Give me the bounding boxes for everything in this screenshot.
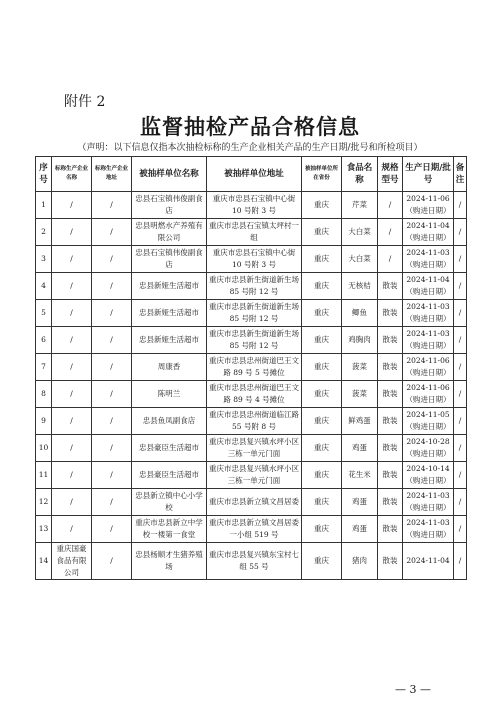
cell-province: 重庆 <box>302 516 342 543</box>
cell-producer: / <box>52 408 92 435</box>
cell-sampled-unit: 忠县新立镇中心小学校 <box>132 489 207 516</box>
cell-remark: / <box>454 408 467 435</box>
cell-province: 重庆 <box>302 489 342 516</box>
cell-remark: / <box>454 435 467 462</box>
cell-sampled-address: 重庆市忠县新立镇文昌居委一小组 519 号 <box>207 516 302 543</box>
table-row <box>36 462 467 489</box>
cell-food: 花生米 <box>342 462 378 489</box>
cell-province: 重庆 <box>302 273 342 300</box>
cell-producer: / <box>52 354 92 381</box>
table-row <box>36 192 467 219</box>
cell-date: 2024-10-28（购进日期） <box>403 435 454 462</box>
table-header-row <box>36 157 467 192</box>
column-header: 规格型号 <box>378 157 403 192</box>
column-header: 序号 <box>36 157 52 192</box>
cell-producer-address: / <box>92 435 132 462</box>
column-header: 标称生产企业名称 <box>52 157 92 192</box>
cell-food: 鸡蛋 <box>342 489 378 516</box>
column-header: 食品名称 <box>342 157 378 192</box>
cell-sampled-unit: 忠县石宝镇伟俊副食店 <box>132 246 207 273</box>
cell-spec: / <box>378 246 403 273</box>
cell-producer: / <box>52 327 92 354</box>
cell-province: 重庆 <box>302 381 342 408</box>
cell-sampled-address: 重庆市忠县新生街道新生场 85 号附 12 号 <box>207 300 302 327</box>
cell-province: 重庆 <box>302 354 342 381</box>
cell-food: 鸡蛋 <box>342 435 378 462</box>
column-header: 被抽样单位地址 <box>207 157 302 192</box>
column-header: 生产日期/批号 <box>403 157 454 192</box>
cell-sampled-unit: 忠县豪臣生活超市 <box>132 435 207 462</box>
cell-food: 猪肉 <box>342 543 378 580</box>
cell-sampled-unit: 陈明兰 <box>132 381 207 408</box>
cell-producer: / <box>52 192 92 219</box>
cell-remark: / <box>454 381 467 408</box>
cell-remark: / <box>454 516 467 543</box>
cell-producer: / <box>52 246 92 273</box>
table-row <box>36 516 467 543</box>
cell-index: 6 <box>36 327 52 354</box>
attachment-label: 附件 2 <box>64 94 106 110</box>
cell-food: 芹菜 <box>342 192 378 219</box>
cell-sampled-address: 重庆市忠县新生街道新生场 85 号附 12 号 <box>207 327 302 354</box>
cell-food: 鲜鸡蛋 <box>342 408 378 435</box>
cell-sampled-address: 重庆市忠县石宝镇太坪村一组 <box>207 219 302 246</box>
cell-producer: 重庆国豪食品有限公司 <box>52 543 92 580</box>
cell-spec: 散装 <box>378 327 403 354</box>
cell-spec: 散装 <box>378 300 403 327</box>
cell-sampled-unit: 忠县新娅生活超市 <box>132 273 207 300</box>
cell-producer-address: / <box>92 300 132 327</box>
cell-date: 2024-11-05（购进日期） <box>403 408 454 435</box>
cell-index: 7 <box>36 354 52 381</box>
cell-producer-address: / <box>92 192 132 219</box>
cell-index: 2 <box>36 219 52 246</box>
cell-producer-address: / <box>92 273 132 300</box>
table-row <box>36 354 467 381</box>
disclaimer-note: （声明：以下信息仅指本次抽检标称的生产企业相关产品的生产日期/批号和所检项目） <box>77 143 423 153</box>
cell-date: 2024-11-04（购进日期） <box>403 273 454 300</box>
cell-producer: / <box>52 381 92 408</box>
cell-producer: / <box>52 435 92 462</box>
cell-spec: 散装 <box>378 273 403 300</box>
cell-index: 4 <box>36 273 52 300</box>
cell-spec: 散装 <box>378 543 403 580</box>
cell-index: 11 <box>36 462 52 489</box>
cell-sampled-address: 重庆市忠县新立镇文昌居委 <box>207 489 302 516</box>
cell-sampled-address: 重庆市忠县复兴镇东宝村七组 55 号 <box>207 543 302 580</box>
cell-producer: / <box>52 300 92 327</box>
cell-producer-address: / <box>92 381 132 408</box>
cell-producer-address: / <box>92 408 132 435</box>
column-header: 被抽样单位名称 <box>132 157 207 192</box>
cell-spec: 散装 <box>378 489 403 516</box>
cell-sampled-unit: 忠县新娅生活超市 <box>132 327 207 354</box>
cell-remark: / <box>454 192 467 219</box>
page-title: 监督抽检产品合格信息 <box>140 114 360 139</box>
table-row <box>36 273 467 300</box>
cell-food: 鸡蛋 <box>342 516 378 543</box>
cell-date: 2024-10-14（购进日期） <box>403 462 454 489</box>
cell-date: 2024-11-03（购进日期） <box>403 516 454 543</box>
cell-food: 大白菜 <box>342 246 378 273</box>
cell-food: 大白菜 <box>342 219 378 246</box>
column-header: 标称生产企业地址 <box>92 157 132 192</box>
cell-date: 2024-11-04（购进日期） <box>403 219 454 246</box>
cell-sampled-address: 重庆市忠县新生街道新生场 85 号附 12 号 <box>207 273 302 300</box>
cell-index: 8 <box>36 381 52 408</box>
table-row <box>36 381 467 408</box>
cell-sampled-address: 重庆市忠县复兴镇水坪小区三栋一单元门面 <box>207 462 302 489</box>
cell-producer-address: / <box>92 462 132 489</box>
inspection-table <box>35 156 467 580</box>
cell-spec: / <box>378 219 403 246</box>
cell-province: 重庆 <box>302 435 342 462</box>
cell-province: 重庆 <box>302 300 342 327</box>
table-row <box>36 246 467 273</box>
cell-producer: / <box>52 489 92 516</box>
cell-sampled-unit: 周康香 <box>132 354 207 381</box>
cell-remark: / <box>454 273 467 300</box>
cell-province: 重庆 <box>302 192 342 219</box>
cell-date: 2024-11-06（购进日期） <box>403 381 454 408</box>
cell-sampled-unit: 忠县新娅生活超市 <box>132 300 207 327</box>
cell-province: 重庆 <box>302 219 342 246</box>
cell-province: 重庆 <box>302 462 342 489</box>
column-header: 被抽样单位所在省份 <box>302 157 342 192</box>
cell-province: 重庆 <box>302 543 342 580</box>
cell-producer: / <box>52 516 92 543</box>
table-row <box>36 327 467 354</box>
cell-spec: / <box>378 192 403 219</box>
cell-index: 9 <box>36 408 52 435</box>
cell-date: 2024-11-03（购进日期） <box>403 327 454 354</box>
cell-producer: / <box>52 462 92 489</box>
cell-index: 10 <box>36 435 52 462</box>
cell-producer-address: / <box>92 354 132 381</box>
cell-producer-address: / <box>92 489 132 516</box>
cell-sampled-unit: 忠县明燃水产养殖有限公司 <box>132 219 207 246</box>
cell-index: 14 <box>36 543 52 580</box>
cell-sampled-address: 重庆市忠县忠州街道临江路 55 号附 8 号 <box>207 408 302 435</box>
cell-producer: / <box>52 273 92 300</box>
cell-province: 重庆 <box>302 246 342 273</box>
cell-date: 2024-11-03（购进日期） <box>403 300 454 327</box>
table-row <box>36 408 467 435</box>
cell-index: 12 <box>36 489 52 516</box>
cell-sampled-address: 重庆市忠县忠州街道巴王文路 89 号 5 号摊位 <box>207 354 302 381</box>
cell-province: 重庆 <box>302 327 342 354</box>
cell-remark: / <box>454 246 467 273</box>
cell-remark: / <box>454 543 467 580</box>
cell-sampled-unit: 忠县石宝镇伟俊副食店 <box>132 192 207 219</box>
column-header: 备注 <box>454 157 467 192</box>
table-row <box>36 543 467 580</box>
cell-spec: 散装 <box>378 354 403 381</box>
cell-producer-address: / <box>92 219 132 246</box>
cell-producer-address: / <box>92 516 132 543</box>
cell-index: 13 <box>36 516 52 543</box>
page-number: — 3 — <box>395 683 431 696</box>
cell-producer-address: / <box>92 327 132 354</box>
cell-spec: 散装 <box>378 408 403 435</box>
cell-spec: 散装 <box>378 381 403 408</box>
cell-remark: / <box>454 489 467 516</box>
cell-sampled-address: 重庆市忠县忠州街道巴王文路 89 号 4 号摊位 <box>207 381 302 408</box>
cell-food: 菠菜 <box>342 381 378 408</box>
cell-date: 2024-11-03（购进日期） <box>403 246 454 273</box>
table-row <box>36 219 467 246</box>
cell-sampled-unit: 忠县鱼凤副食店 <box>132 408 207 435</box>
cell-producer-address: / <box>92 246 132 273</box>
cell-spec: 散装 <box>378 516 403 543</box>
cell-sampled-unit: 重庆市忠县新立中学校一楼第一食堂 <box>132 516 207 543</box>
cell-index: 5 <box>36 300 52 327</box>
cell-remark: / <box>454 462 467 489</box>
cell-remark: / <box>454 327 467 354</box>
cell-date: 2024-11-06（购进日期） <box>403 354 454 381</box>
cell-date: 2024-11-06（购进日期） <box>403 192 454 219</box>
cell-spec: 散装 <box>378 435 403 462</box>
cell-remark: / <box>454 219 467 246</box>
cell-date: 2024-11-04 <box>403 543 454 580</box>
table-row <box>36 489 467 516</box>
cell-remark: / <box>454 354 467 381</box>
cell-sampled-unit: 忠县豪臣生活超市 <box>132 462 207 489</box>
cell-food: 鸡胸肉 <box>342 327 378 354</box>
cell-date: 2024-11-03（购进日期） <box>403 489 454 516</box>
cell-sampled-unit: 忠县杨顺才生猪养殖场 <box>132 543 207 580</box>
cell-producer-address: / <box>92 543 132 580</box>
cell-spec: 散装 <box>378 462 403 489</box>
cell-sampled-address: 重庆市忠县石宝镇中心街 10 号附 3 号 <box>207 192 302 219</box>
cell-index: 1 <box>36 192 52 219</box>
cell-index: 3 <box>36 246 52 273</box>
cell-remark: / <box>454 300 467 327</box>
cell-food: 菠菜 <box>342 354 378 381</box>
cell-food: 鲫鱼 <box>342 300 378 327</box>
cell-province: 重庆 <box>302 408 342 435</box>
cell-sampled-address: 重庆市忠县石宝镇中心街 10 号附 3 号 <box>207 246 302 273</box>
table-row <box>36 300 467 327</box>
cell-food: 无核桔 <box>342 273 378 300</box>
table-row <box>36 435 467 462</box>
cell-producer: / <box>52 219 92 246</box>
cell-sampled-address: 重庆市忠县复兴镇水坪小区三栋一单元门面 <box>207 435 302 462</box>
